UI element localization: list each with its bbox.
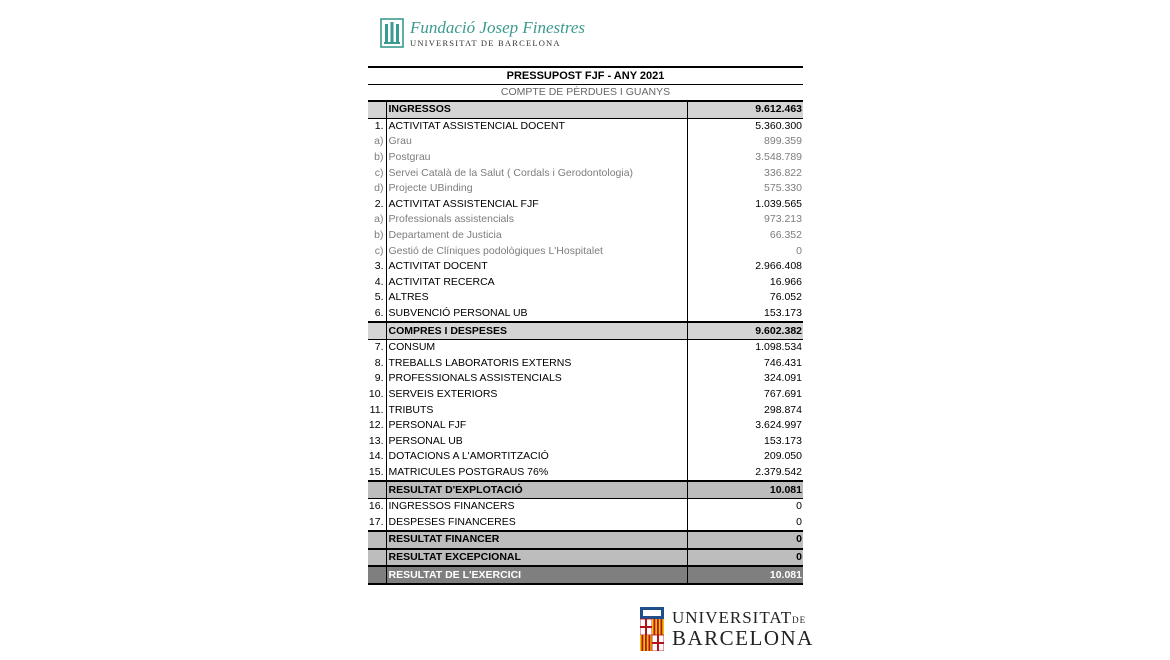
item-row: [368, 259, 803, 275]
row-number: a): [368, 212, 386, 228]
item-row: [368, 449, 803, 465]
row-number: 7.: [368, 339, 386, 355]
row-value: 9.612.463: [687, 101, 803, 118]
row-number: [368, 481, 386, 498]
item-row: [368, 465, 803, 482]
result-row: [368, 566, 803, 584]
row-value: 1.098.534: [755, 341, 802, 354]
item-row: [368, 514, 803, 531]
row-value: 0: [687, 531, 803, 549]
row-label: SERVEIS EXTERIORS: [386, 387, 687, 403]
row-label: ACTIVITAT RECERCA: [386, 275, 687, 291]
row-label: Projecte UBinding: [386, 181, 687, 197]
ub-crest-icon: [640, 607, 664, 651]
row-value: 9.602.382: [687, 322, 803, 339]
row-number: 17.: [368, 514, 386, 531]
row-value: 153.173: [764, 434, 802, 447]
sub-item-row: [368, 150, 803, 166]
sub-item-row: [368, 165, 803, 181]
row-value: 0: [796, 500, 802, 513]
row-number: a): [368, 134, 386, 150]
sheet-subtitle: COMPTE DE PÈRDUES I GUANYS: [368, 84, 803, 100]
row-label: INGRESSOS FINANCERS: [386, 498, 687, 514]
result-row: [368, 531, 803, 549]
row-label: Gestió de Clíniques podològiques L'Hospitalet: [386, 243, 687, 259]
row-number: c): [368, 243, 386, 259]
row-label: Professionals assistencials: [386, 212, 687, 228]
row-number: 2.: [368, 197, 386, 213]
row-value: 0: [796, 515, 802, 528]
item-row: [368, 387, 803, 403]
row-label: CONSUM: [386, 339, 687, 355]
row-number: 6.: [368, 306, 386, 323]
row-number: [368, 549, 386, 567]
item-row: [368, 290, 803, 306]
row-value: 767.691: [764, 387, 802, 400]
fjf-logo: [380, 16, 585, 50]
row-label: SUBVENCIÓ PERSONAL UB: [386, 306, 687, 323]
item-row: [368, 371, 803, 387]
row-label: PERSONAL UB: [386, 433, 687, 449]
row-label: COMPRES I DESPESES: [386, 322, 687, 339]
item-row: [368, 402, 803, 418]
row-number: [368, 531, 386, 549]
row-label: RESULTAT EXCEPCIONAL: [386, 549, 687, 567]
row-number: [368, 322, 386, 339]
row-value: 899.359: [764, 135, 802, 148]
row-number: b): [368, 150, 386, 166]
row-value: 209.050: [764, 450, 802, 463]
row-label: ACTIVITAT ASSISTENCIAL DOCENT: [386, 118, 687, 134]
budget-table: [368, 100, 803, 585]
row-label: PROFESSIONALS ASSISTENCIALS: [386, 371, 687, 387]
row-number: 4.: [368, 275, 386, 291]
row-number: 15.: [368, 465, 386, 482]
row-value: 2.379.542: [755, 465, 802, 478]
row-value: 0: [687, 549, 803, 567]
row-number: 12.: [368, 418, 386, 434]
row-number: b): [368, 228, 386, 244]
row-label: TRIBUTS: [386, 402, 687, 418]
row-value: 5.360.300: [755, 119, 802, 132]
row-number: d): [368, 181, 386, 197]
ub-name-bottom: BARCELONA: [672, 626, 814, 650]
budget-sheet: [368, 66, 803, 585]
org-subtitle: UNIVERSITAT DE BARCELONA: [410, 37, 561, 48]
row-value: 76.052: [769, 291, 802, 304]
sub-item-row: [368, 228, 803, 244]
row-number: 14.: [368, 449, 386, 465]
row-value: 10.081: [687, 481, 803, 498]
sub-item-row: [368, 243, 803, 259]
row-label: Postgrau: [386, 150, 687, 166]
row-value: 66.352: [769, 229, 802, 242]
row-value: 3.624.997: [755, 419, 802, 432]
row-value: 3.548.789: [755, 151, 802, 164]
ub-name-de: DE: [792, 615, 807, 625]
row-value: 153.173: [764, 307, 802, 320]
row-value: 746.431: [764, 356, 802, 369]
fjf-emblem-icon: [380, 18, 404, 48]
row-number: 11.: [368, 402, 386, 418]
row-label: RESULTAT FINANCER: [386, 531, 687, 549]
row-number: [368, 566, 386, 584]
ub-logo: [640, 606, 814, 652]
row-label: Servei Català de la Salut ( Cordals i Gerodontologia): [386, 165, 687, 181]
row-number: 16.: [368, 498, 386, 514]
result-row: [368, 481, 803, 498]
row-label: DOTACIONS A L'AMORTITZACIÓ: [386, 449, 687, 465]
item-row: [368, 498, 803, 514]
row-value: 336.822: [764, 166, 802, 179]
row-value: 0: [796, 244, 802, 257]
item-row: [368, 197, 803, 213]
row-value: 298.874: [764, 403, 802, 416]
sub-item-row: [368, 212, 803, 228]
row-number: 10.: [368, 387, 386, 403]
item-row: [368, 418, 803, 434]
item-row: [368, 356, 803, 372]
row-number: 8.: [368, 356, 386, 372]
row-number: 5.: [368, 290, 386, 306]
row-label: ACTIVITAT DOCENT: [386, 259, 687, 275]
row-label: MATRICULES POSTGRAUS 76%: [386, 465, 687, 482]
result-row: [368, 549, 803, 567]
row-value: 1.039.565: [755, 197, 802, 210]
item-row: [368, 306, 803, 323]
row-label: TREBALLS LABORATORIS EXTERNS: [386, 356, 687, 372]
row-label: PERSONAL FJF: [386, 418, 687, 434]
item-row: [368, 433, 803, 449]
row-number: 13.: [368, 433, 386, 449]
section-row: [368, 101, 803, 118]
sub-item-row: [368, 181, 803, 197]
row-label: DESPESES FINANCERES: [386, 514, 687, 531]
row-value: 16.966: [769, 275, 802, 288]
row-value: 324.091: [764, 372, 802, 385]
row-value: 973.213: [764, 213, 802, 226]
sheet-title: PRESSUPOST FJF - ANY 2021: [368, 66, 803, 84]
row-label: RESULTAT D'EXPLOTACIÓ: [386, 481, 687, 498]
sub-item-row: [368, 134, 803, 150]
row-label: ALTRES: [386, 290, 687, 306]
row-value: 10.081: [687, 566, 803, 584]
row-number: c): [368, 165, 386, 181]
item-row: [368, 118, 803, 134]
org-name: Fundació Josep Finestres: [410, 17, 585, 37]
ub-name-top: UNIVERSITAT: [672, 608, 793, 627]
row-label: Grau: [386, 134, 687, 150]
item-row: [368, 339, 803, 355]
row-number: [368, 101, 386, 118]
section-row: [368, 322, 803, 339]
row-label: ACTIVITAT ASSISTENCIAL FJF: [386, 197, 687, 213]
row-number: 9.: [368, 371, 386, 387]
row-value: 2.966.408: [755, 260, 802, 273]
item-row: [368, 275, 803, 291]
row-label: Departament de Justicia: [386, 228, 687, 244]
row-number: 1.: [368, 118, 386, 134]
row-label: RESULTAT DE L'EXERCICI: [386, 566, 687, 584]
row-number: 3.: [368, 259, 386, 275]
row-label: INGRESSOS: [386, 101, 687, 118]
row-value: 575.330: [764, 182, 802, 195]
